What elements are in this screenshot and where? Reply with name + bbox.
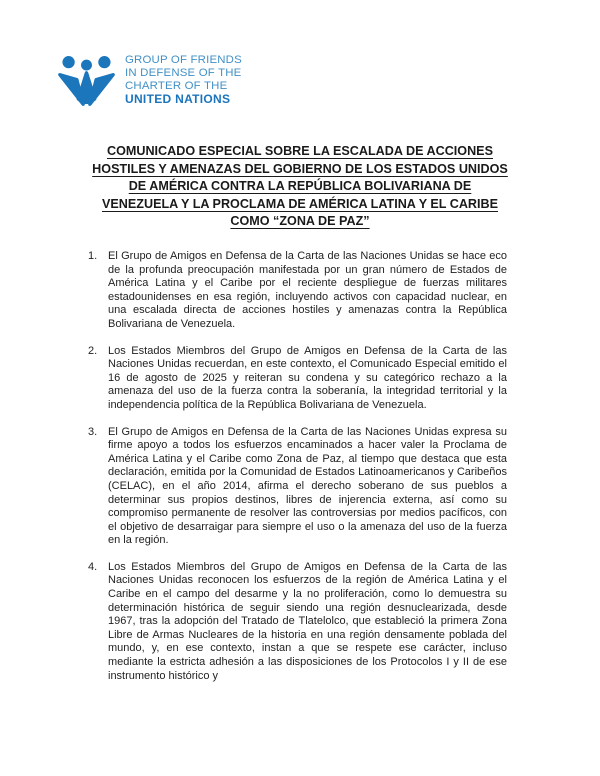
logo-line-2: IN DEFENSE OF THE	[125, 67, 242, 79]
paragraph-2-text: Los Estados Miembros del Grupo de Amigos en Defensa de la Carta de las Naciones Unidas recuerdan, en este contexto, el Comunicado Especial emitido el 16 de agosto de 2025 y reiteran su condena y su categórico rechazo a la amenaza del uso de la fuerza contra la soberanía, la integridad territorial y la independencia política de la República Bolivariana de Venezuela.	[108, 344, 507, 411]
logo-line-1: GROUP OF FRIENDS	[125, 54, 242, 66]
paragraph-2-number: 2.	[88, 344, 98, 357]
three-figures-icon	[55, 52, 118, 112]
title-line-5: COMO “ZONA DE PAZ”	[230, 214, 370, 228]
paragraph-1	[88, 250, 507, 332]
paragraph-1-number: 1.	[88, 250, 98, 262]
paragraph-4-text: Los Estados Miembros del Grupo de Amigos en Defensa de la Carta de las Naciones Unidas reconocen los esfuerzos de la región de América Latina y el Caribe en el campo del desarme y la no proliferación, como lo demuestra su determinación histórica de seguir siendo una región desnuclearizada, desde 1967, tras la adopción del Tratado de Tlatelolco, que estableció la primera Zona Libre de Armas Nucleares de la historia en una región densamente poblada del mundo, y, en ese contexto, instan a que se respete ese carácter, incluso mediante la estricta adhesión a las disposiciones de los Protocolos I y II de ese instrumento histórico y	[108, 560, 507, 682]
paragraph-4-number: 4.	[88, 560, 98, 573]
title-line-2: HOSTILES Y AMENAZAS DEL GOBIERNO DE LOS ESTADOS UNIDOS	[92, 161, 508, 176]
right-figure-head	[100, 58, 109, 67]
middle-figure-head	[83, 61, 91, 69]
paragraph-4	[88, 561, 507, 683]
left-figure-head	[64, 58, 73, 67]
paragraph-3-text: El Grupo de Amigos en Defensa de la Carta de las Naciones Unidas expresa su firme apoyo a todos los esfuerzos encaminados a hacer valer la Proclama de América Latina y el Caribe como Zona de Paz, al tiempo que destaca que esta declaración, emitida por la Comunidad de Estados Latinoamericanos y Caribeños (CELAC), en el año 2014, afirma el derecho soberano de sus pueblos a determinar sus propios destinos, libres de injerencia externa, así como su compromiso permanente de resolver las controversias por medios pacíficos, con el objetivo de desarraigar para siempre el uso o la amenaza del uso de la fuerza en la región.	[108, 425, 507, 547]
logo-line-4: UNITED NATIONS	[125, 92, 231, 106]
title-line-3: DE AMÉRICA CONTRA LA REPÚBLICA BOLIVARIANA DE	[128, 179, 472, 193]
paragraph-2	[88, 345, 507, 413]
title-line-1: COMUNICADO ESPECIAL SOBRE LA ESCALADA DE ACCIONES	[106, 144, 493, 158]
logo-wordmark	[125, 52, 242, 106]
title-line-4: VENEZUELA Y LA PROCLAMA DE AMÉRICA LATINA Y EL CARIBE	[101, 196, 499, 211]
document-title	[30, 143, 570, 231]
paragraph-list	[88, 250, 507, 696]
paragraph-3	[88, 426, 507, 548]
logo	[55, 52, 242, 112]
paragraph-3-number: 3.	[88, 425, 98, 438]
logo-line-3: CHARTER OF THE	[125, 80, 228, 92]
paragraph-1-text: El Grupo de Amigos en Defensa de la Carta de las Naciones Unidas se hace eco de la profunda preocupación manifestada por un gran número de Estados de América Latina y el Caribe por el reciente despliegue de fuerzas militares estadounidenses en esa región, incluyendo activos con capacidad nuclear, en una escalada directa de acciones hostiles y amenazas contra la República Bolivariana de Venezuela.	[108, 250, 507, 330]
right-figure-body	[90, 75, 113, 105]
